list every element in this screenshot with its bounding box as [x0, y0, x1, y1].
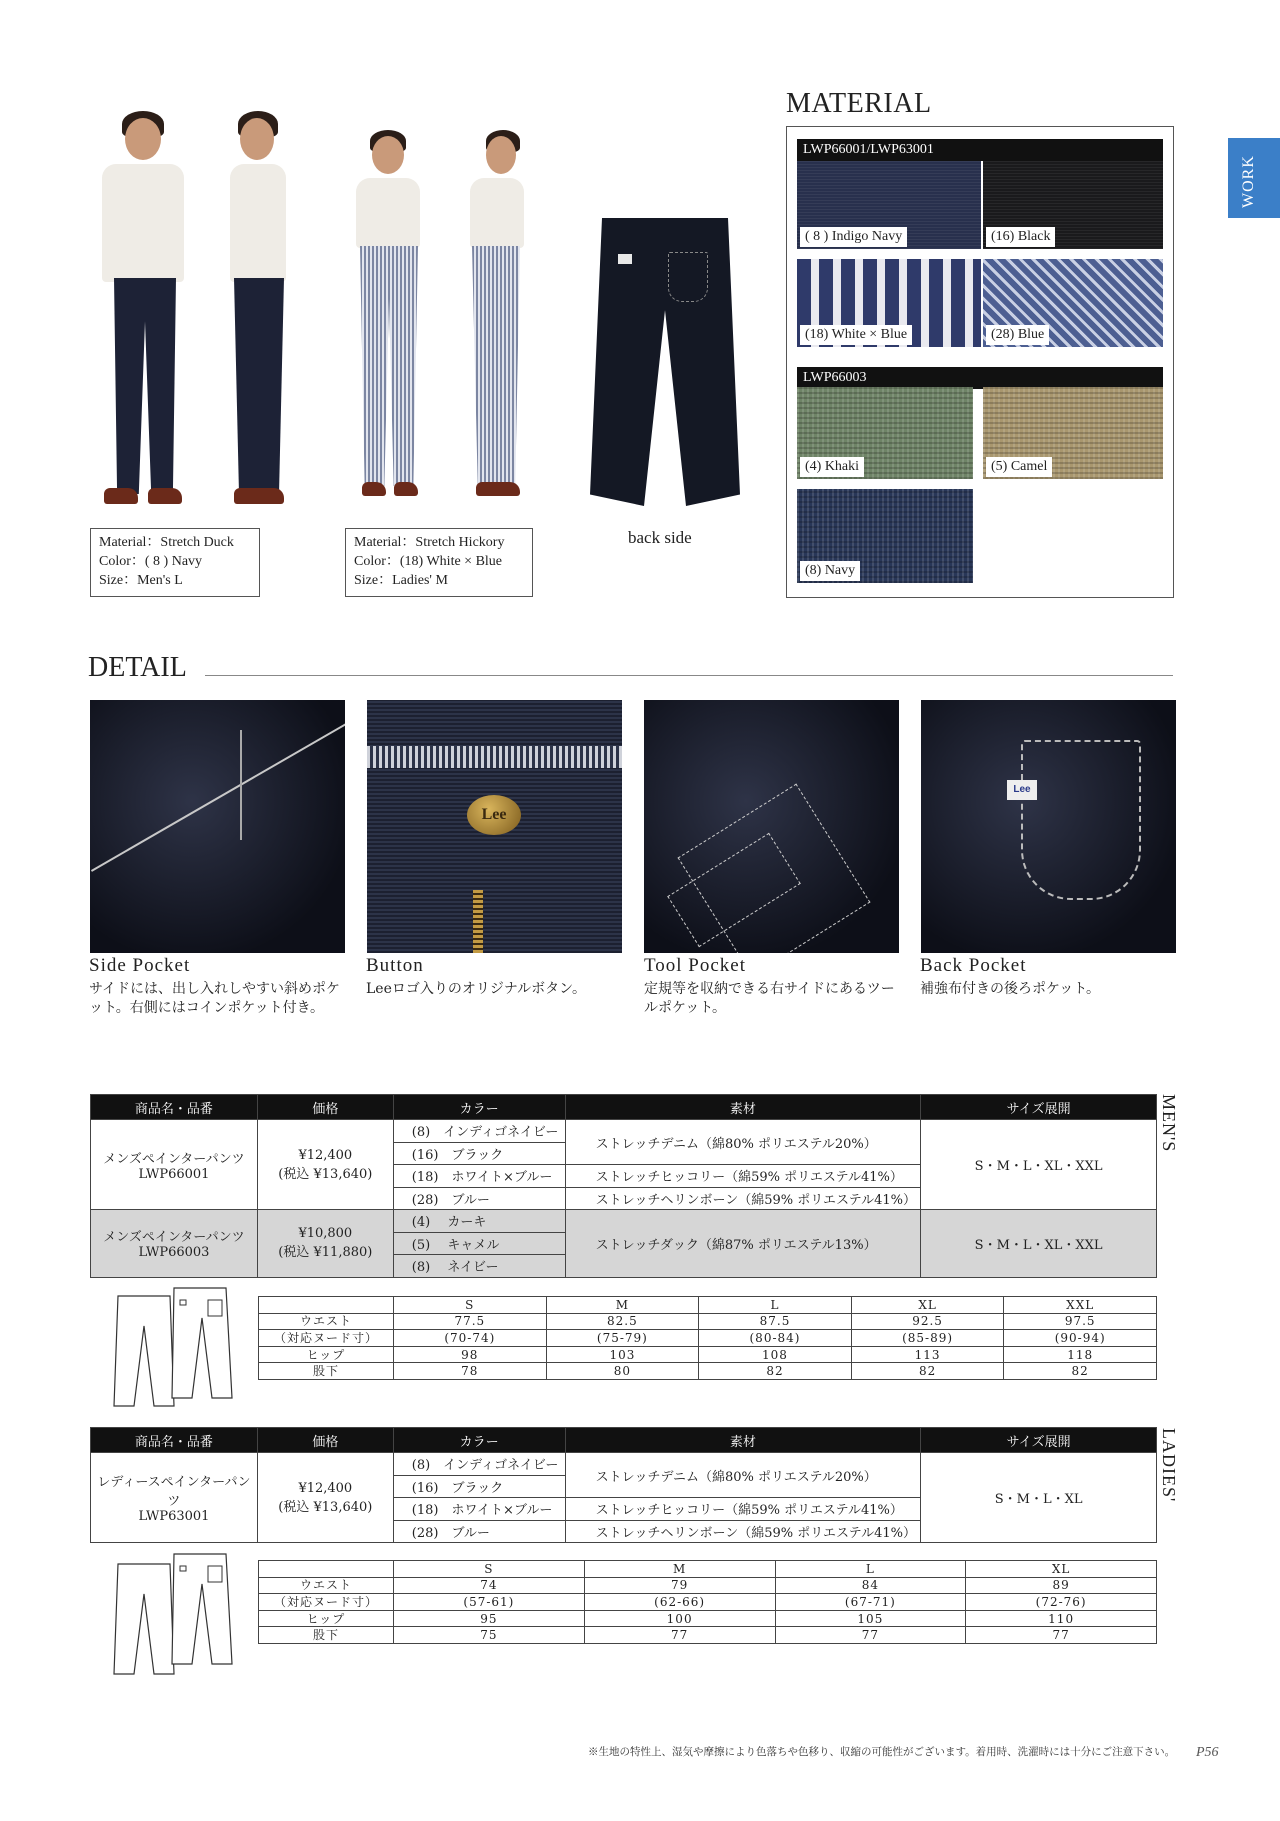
size-value: 82 [1004, 1363, 1157, 1380]
back-side-pants-photo [590, 218, 740, 506]
header-product: 商品名・品番 [91, 1095, 258, 1120]
work-tab-label: WORK [1240, 155, 1257, 208]
row-label: ヒップ [259, 1346, 394, 1363]
material-cell: ストレッチヒッコリー（綿59% ポリエステル41%） [565, 1498, 921, 1521]
swatch-label: (4) Khaki [800, 457, 864, 477]
header-material: 素材 [565, 1428, 921, 1453]
size-value: 79 [584, 1577, 775, 1594]
ladies-model-caption [345, 528, 533, 597]
detail-name: Back Pocket [920, 955, 1027, 976]
product-name: メンズペインターパンツ [103, 1230, 245, 1246]
swatch-blue [983, 259, 1163, 347]
row-label: ヒップ [259, 1610, 394, 1627]
swatch-white-blue [797, 259, 981, 347]
size-header: XL [966, 1561, 1157, 1578]
swatch-label: (16) Black [986, 227, 1055, 247]
material-cell: ストレッチヘリンボーン（綿59% ポリエステル41%） [565, 1520, 921, 1543]
size-value: (57-61) [394, 1594, 585, 1611]
material-cell: ストレッチダック（綿87% ポリエステル13%） [565, 1210, 921, 1278]
back-side-label: back side [628, 528, 692, 547]
size-value: 105 [775, 1610, 966, 1627]
size-value: 77 [775, 1627, 966, 1644]
size-value: 82.5 [546, 1313, 699, 1330]
size-value: 87.5 [699, 1313, 852, 1330]
size-value: 118 [1004, 1346, 1157, 1363]
ladies-spec-table [90, 1427, 1157, 1543]
table-row [259, 1577, 1157, 1594]
mens-model-front-photo [88, 108, 208, 518]
header-material: 素材 [565, 1095, 921, 1120]
product-code: LWP66001 [138, 1166, 210, 1182]
swatch-camel [983, 387, 1163, 479]
back-pocket-photo [921, 700, 1176, 953]
size-header: M [546, 1297, 699, 1314]
material-group-code: LWP66003 [797, 367, 1163, 389]
price: ¥12,400 [298, 1147, 353, 1163]
size-header: XL [851, 1297, 1004, 1314]
header-price: 価格 [257, 1095, 393, 1120]
size-blank [259, 1297, 394, 1314]
page-number: P56 [1196, 1745, 1219, 1760]
table-row [259, 1330, 1157, 1347]
size-value: (75-79) [546, 1330, 699, 1347]
product-code: LWP66003 [138, 1245, 210, 1261]
price-cell [257, 1210, 393, 1278]
detail-name: Button [366, 955, 424, 976]
material-title: MATERIAL [786, 88, 932, 119]
product-name: レディースペインターパンツ [97, 1475, 251, 1509]
size-value: 82 [699, 1363, 852, 1380]
size-header: S [394, 1561, 585, 1578]
price: ¥12,400 [298, 1480, 353, 1496]
header-price: 価格 [257, 1428, 393, 1453]
material-swatch-panel [786, 126, 1174, 598]
size-value: 89 [966, 1577, 1157, 1594]
swatch-navy [797, 489, 973, 583]
sizes-cell: S・M・L・XL [921, 1453, 1157, 1543]
swatch-label: (18) White × Blue [800, 325, 912, 345]
product-name: メンズペインターパンツ [103, 1151, 245, 1167]
row-label: ウエスト [259, 1577, 394, 1594]
lee-button-icon: Lee [467, 795, 521, 835]
size-value: 77.5 [394, 1313, 547, 1330]
mens-size-text: Size：Men's L [99, 573, 183, 588]
size-value: (90-94) [1004, 1330, 1157, 1347]
price-tax: (税込 ¥13,640) [278, 1499, 373, 1515]
table-row [91, 1453, 1157, 1476]
ladies-pants-sketch [112, 1550, 234, 1680]
detail-name: Tool Pocket [644, 955, 747, 976]
size-value: (85-89) [851, 1330, 1004, 1347]
color-cell: (8) ネイビー [393, 1255, 565, 1278]
table-row [91, 1210, 1157, 1233]
size-value: 97.5 [1004, 1313, 1157, 1330]
ladies-model-front-photo [334, 130, 444, 520]
size-header: S [394, 1297, 547, 1314]
swatch-label: (28) Blue [986, 325, 1049, 345]
table-row [259, 1627, 1157, 1644]
color-cell: (18) ホワイト×ブルー [393, 1165, 565, 1188]
header-color: カラー [393, 1428, 565, 1453]
footnote: ※生地の特性上、湿気や摩擦により色落ちや色移り、収縮の可能性がございます。着用時、洗濯時には十分にご注意下さい。 [588, 1746, 1176, 1758]
header-color: カラー [393, 1095, 565, 1120]
product-cell [91, 1210, 258, 1278]
color-cell: (16) ブラック [393, 1142, 565, 1165]
tool-pocket-photo [644, 700, 899, 953]
size-value: (80-84) [699, 1330, 852, 1347]
product-cell [91, 1120, 258, 1210]
color-cell: (8) インディゴネイビー [393, 1120, 565, 1143]
material-cell: ストレッチデニム（綿80% ポリエステル20%） [565, 1453, 921, 1498]
row-label: 股下 [259, 1363, 394, 1380]
size-value: 84 [775, 1577, 966, 1594]
size-value: 77 [584, 1627, 775, 1644]
price: ¥10,800 [298, 1226, 353, 1242]
product-code: LWP63001 [138, 1509, 210, 1524]
mens-material-text: Material：Stretch Duck [99, 535, 234, 550]
side-pocket-photo [90, 700, 345, 953]
material-cell: ストレッチヒッコリー（綿59% ポリエステル41%） [565, 1165, 921, 1188]
detail-desc: 補強布付きの後ろポケット。 [920, 981, 1101, 997]
header-product: 商品名・品番 [91, 1428, 258, 1453]
size-value: 75 [394, 1627, 585, 1644]
button-photo [367, 700, 622, 953]
size-value: 92.5 [851, 1313, 1004, 1330]
size-header: M [584, 1561, 775, 1578]
table-row [259, 1363, 1157, 1380]
table-row [259, 1594, 1157, 1611]
material-cell: ストレッチデニム（綿80% ポリエステル20%） [565, 1120, 921, 1165]
detail-name: Side Pocket [89, 955, 191, 976]
table-row [259, 1313, 1157, 1330]
mens-size-table [258, 1296, 1157, 1380]
swatch-black [983, 161, 1163, 249]
size-value: 80 [546, 1363, 699, 1380]
size-header: XXL [1004, 1297, 1157, 1314]
swatch-label: ( 8 ) Indigo Navy [800, 227, 907, 247]
size-value: 82 [851, 1363, 1004, 1380]
size-value: 110 [966, 1610, 1157, 1627]
header-sizes: サイズ展開 [921, 1428, 1157, 1453]
swatch-label: (8) Navy [800, 561, 860, 581]
price-tax: (税込 ¥13,640) [278, 1166, 373, 1182]
mens-model-side-photo [220, 108, 310, 518]
size-value: (67-71) [775, 1594, 966, 1611]
size-value: 77 [966, 1627, 1157, 1644]
material-group-code: LWP66001/LWP63001 [797, 139, 1163, 161]
mens-color-text: Color：( 8 ) Navy [99, 554, 203, 569]
size-value: 78 [394, 1363, 547, 1380]
work-section-tab [1228, 138, 1280, 218]
size-value: 95 [394, 1610, 585, 1627]
size-value: 100 [584, 1610, 775, 1627]
mens-spec-table [90, 1094, 1157, 1278]
ladies-size-table [258, 1560, 1157, 1644]
row-label: 股下 [259, 1627, 394, 1644]
row-label: （対応ヌード寸） [259, 1594, 394, 1611]
size-value: 103 [546, 1346, 699, 1363]
product-cell [91, 1453, 258, 1543]
table-row [259, 1610, 1157, 1627]
size-blank [259, 1561, 394, 1578]
color-cell: (16) ブラック [393, 1475, 565, 1498]
detail-desc: Leeロゴ入りのオリジナルボタン。 [366, 981, 587, 997]
ladies-material-text: Material：Stretch Hickory [354, 535, 505, 550]
table-row [91, 1120, 1157, 1143]
size-value: 108 [699, 1346, 852, 1363]
ladies-section-tag: LADIES' [1159, 1428, 1179, 1503]
sizes-cell: S・M・L・XL・XXL [921, 1120, 1157, 1210]
mens-pants-sketch [112, 1286, 234, 1412]
detail-desc: 定規等を収納できる右サイドにあるツールポケット。 [644, 981, 895, 1016]
size-header: L [775, 1561, 966, 1578]
color-cell: (8) インディゴネイビー [393, 1453, 565, 1476]
color-cell: (4) カーキ [393, 1210, 565, 1233]
detail-title: DETAIL [88, 652, 187, 683]
price-tax: (税込 ¥11,880) [278, 1245, 373, 1261]
mens-section-tag: MEN'S [1159, 1094, 1179, 1153]
size-value: 74 [394, 1577, 585, 1594]
table-row [259, 1346, 1157, 1363]
row-label: ウエスト [259, 1313, 394, 1330]
size-header: L [699, 1297, 852, 1314]
ladies-model-side-photo [460, 130, 550, 520]
price-cell [257, 1453, 393, 1543]
size-value: (72-76) [966, 1594, 1157, 1611]
size-value: (62-66) [584, 1594, 775, 1611]
size-value: 113 [851, 1346, 1004, 1363]
size-value: 98 [394, 1346, 547, 1363]
row-label: （対応ヌード寸） [259, 1330, 394, 1347]
swatch-khaki [797, 387, 973, 479]
ladies-size-text: Size：Ladies' M [354, 573, 448, 588]
swatch-label: (5) Camel [986, 457, 1052, 477]
detail-divider [205, 675, 1173, 676]
color-cell: (18) ホワイト×ブルー [393, 1498, 565, 1521]
price-cell [257, 1120, 393, 1210]
swatch-indigo-navy [797, 161, 981, 249]
header-sizes: サイズ展開 [921, 1095, 1157, 1120]
mens-model-caption [90, 528, 260, 597]
color-cell: (28) ブルー [393, 1520, 565, 1543]
color-cell: (5) キャメル [393, 1232, 565, 1255]
sizes-cell: S・M・L・XL・XXL [921, 1210, 1157, 1278]
size-value: (70-74) [394, 1330, 547, 1347]
color-cell: (28) ブルー [393, 1187, 565, 1210]
ladies-color-text: Color：(18) White × Blue [354, 554, 503, 569]
lee-label-icon: Lee [1007, 780, 1037, 800]
detail-desc: サイドには、出し入れしやすい斜めポケット。右側にはコインポケット付き。 [89, 981, 341, 1016]
material-cell: ストレッチヘリンボーン（綿59% ポリエステル41%） [565, 1187, 921, 1210]
